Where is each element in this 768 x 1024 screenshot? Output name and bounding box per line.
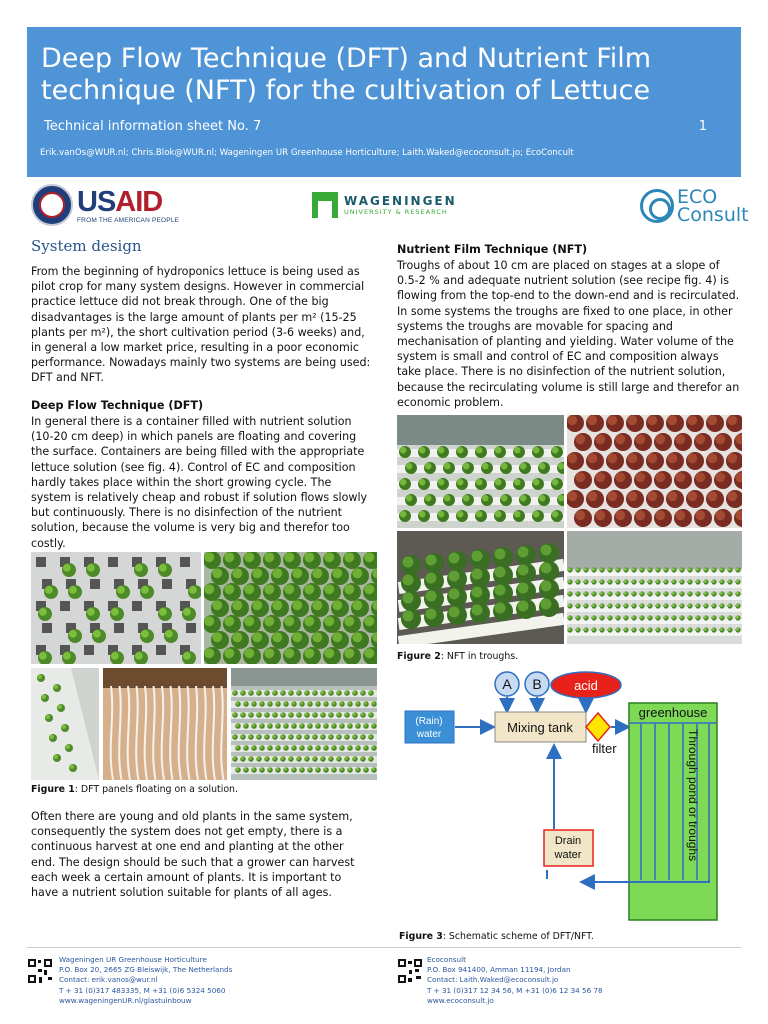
figure-2-caption <box>397 651 518 662</box>
nutrient-b-label: B <box>532 676 542 692</box>
usaid-word-aid: AID <box>115 185 163 218</box>
mixing-tank-label: Mixing tank <box>507 720 573 735</box>
dft-nft-schematic <box>397 667 742 930</box>
rain-water-line-1: (Rain) <box>415 716 443 727</box>
authors-line: Erik.vanOs@WUR.nl; Chris.Blok@WUR.nl; Wageningen UR Greenhouse Horticulture; Laith.Waked@ecoconsult.jo; EcoConcult <box>40 148 574 158</box>
photo-nft-greenhouse <box>567 531 742 644</box>
nft-paragraph: Troughs of about 10 cm are placed on stages at a slope of 0.5-2 % and adequate nutrient solution (see recipe fig. 4) is flowing from the top-end to the down-end and is recirculated. In some systems the troughs are fixed to one place, in other systems the troughs are movable for spacing and mechanisation of planting and yielding. Water volume of the system is small and control of EC and composition always take place. There is no disinfection of the nutrient solution, because the recirculating volume is still large and therefor an economic problem. <box>397 259 740 409</box>
greenhouse-label: greenhouse <box>638 705 708 720</box>
photo-dft-greenhouse <box>231 668 377 780</box>
page-number: 1 <box>698 119 707 134</box>
acid-label: acid <box>574 678 598 693</box>
nutrient-b-node <box>525 672 549 696</box>
footer-right-line: Contact: Laith.Waked@ecoconsult.jo <box>427 975 559 985</box>
sheet-subtitle: Technical information sheet No. 7 <box>44 119 262 134</box>
mixing-tank-box <box>495 712 586 742</box>
drain-water-line-1: Drain <box>554 835 582 847</box>
ecoconsult-logo <box>640 188 749 224</box>
ecoconsult-ring-icon <box>640 189 674 223</box>
usaid-seal-icon <box>31 184 73 226</box>
photo-dft-panels-2 <box>204 552 377 664</box>
usaid-logo <box>31 184 179 226</box>
footer-right-line: P.O. Box 941400, Amman 11194, Jordan <box>427 965 571 975</box>
qr-code-right-icon <box>397 958 423 984</box>
dft-continued-paragraph: Often there are young and old plants in the same system, consequently the system does not get empty, there is a continuous harvest at one end and planting at the other end. The design should be such that a grower can harvest each week a certain amount of plants. It is important to have a nutrient solution suitable for plants of all ages. <box>31 810 355 900</box>
footer-left-line: Contact: erik.vanos@wur.nl <box>59 975 158 985</box>
dft-heading: Deep Flow Technique (DFT) <box>31 399 204 412</box>
wageningen-mark-icon <box>312 192 338 218</box>
wageningen-logo <box>312 192 457 218</box>
figure-1-caption <box>31 784 238 795</box>
figure-1-text: : DFT panels floating on a solution. <box>74 784 238 795</box>
photo-nft-red-lettuce <box>567 415 742 528</box>
footer-left-contact <box>59 955 232 1006</box>
footer-right-line: Ecoconsult <box>427 955 466 964</box>
ecoconsult-eco: ECO <box>677 186 718 208</box>
photo-dft-panels-1 <box>31 552 201 664</box>
figure-3-label: Figure 3 <box>399 931 443 942</box>
logo-strip <box>27 178 749 234</box>
filter-label: filter <box>592 741 617 756</box>
drain-water-box <box>544 830 593 866</box>
filter-icon <box>586 713 610 741</box>
rain-water-line-2: water <box>416 729 442 740</box>
figure-2-label: Figure 2 <box>397 651 441 662</box>
photo-nft-basil <box>397 531 564 644</box>
nft-heading: Nutrient Film Technique (NFT) <box>397 243 588 256</box>
figure-1-label: Figure 1 <box>31 784 75 795</box>
intro-paragraph: From the beginning of hydroponics lettuce is being used as pilot crop for many system designs. However in commercial practice lettuce did not break through. One of the big disadvantages is the large amount of plants per m² (15-25 plants per m²), the short cultivation period (3-6 weeks) and, in general a low market price, resulting in a poor economic performance. Nowadays mainly two systems are being used: DFT and NFT. <box>31 265 371 385</box>
greenhouse-box <box>629 703 717 920</box>
figure-3-caption <box>399 931 594 942</box>
rain-water-box <box>405 711 454 743</box>
photo-lettuce-roots <box>103 668 227 780</box>
page-title: Deep Flow Technique (DFT) and Nutrient Film technique (NFT) for the cultivation of Lettuce <box>41 43 652 106</box>
footer-right-link[interactable]: www.ecoconsult.jo <box>427 995 494 1005</box>
dft-paragraph: In general there is a container filled with nutrient solution (10-20 cm deep) in which panels are floating and covering the surface. Containers are being filled with the appropriate lettuce solution (see fig. 4). Control of EC and composition hardly takes place within the short growing cycle. The system is relatively cheap and robust if solution flows slowly but continuously. There is no disinfection of the nutrient solution, because the volume is very big and therefor too costly. <box>31 415 368 550</box>
photo-dft-channel <box>31 668 99 780</box>
footer-divider <box>27 947 741 948</box>
wageningen-subtitle: UNIVERSITY & RESEARCH <box>344 208 448 216</box>
usaid-word-us: US <box>77 185 116 218</box>
footer-right-line: T + 31 (0)317 12 34 56, M +31 (0)6 12 34 56 78 <box>427 985 603 995</box>
section-title-system-design: System design <box>31 237 142 255</box>
drain-water-line-2: water <box>554 849 582 861</box>
figure-2-text: : NFT in troughs. <box>440 651 519 662</box>
footer-left-link[interactable]: www.wageningenUR.nl/glastuinbouw <box>59 995 192 1005</box>
usaid-tagline: FROM THE AMERICAN PEOPLE <box>77 216 180 224</box>
photo-nft-troughs-1 <box>397 415 564 528</box>
troughs-label: Through pond or troughs <box>686 729 700 862</box>
nutrient-a-label: A <box>502 676 512 692</box>
footer-right-contact <box>427 955 603 1006</box>
nutrient-a-node <box>495 672 519 696</box>
title-banner <box>27 27 741 177</box>
footer-left-line: Wageningen UR Greenhouse Horticulture <box>59 955 207 964</box>
wageningen-name: WAGENINGEN <box>344 194 457 208</box>
figure-3-text: : Schematic scheme of DFT/NFT. <box>442 931 594 942</box>
footer-left-line: P.O. Box 20, 2665 ZG Bleiswijk, The Netherlands <box>59 965 233 975</box>
ecoconsult-consult: Consult <box>677 204 749 226</box>
qr-code-left-icon <box>27 958 53 984</box>
footer-left-line: T + 31 (0)317 483335, M +31 (0)6 5324 5060 <box>59 985 226 995</box>
acid-node <box>551 672 621 698</box>
